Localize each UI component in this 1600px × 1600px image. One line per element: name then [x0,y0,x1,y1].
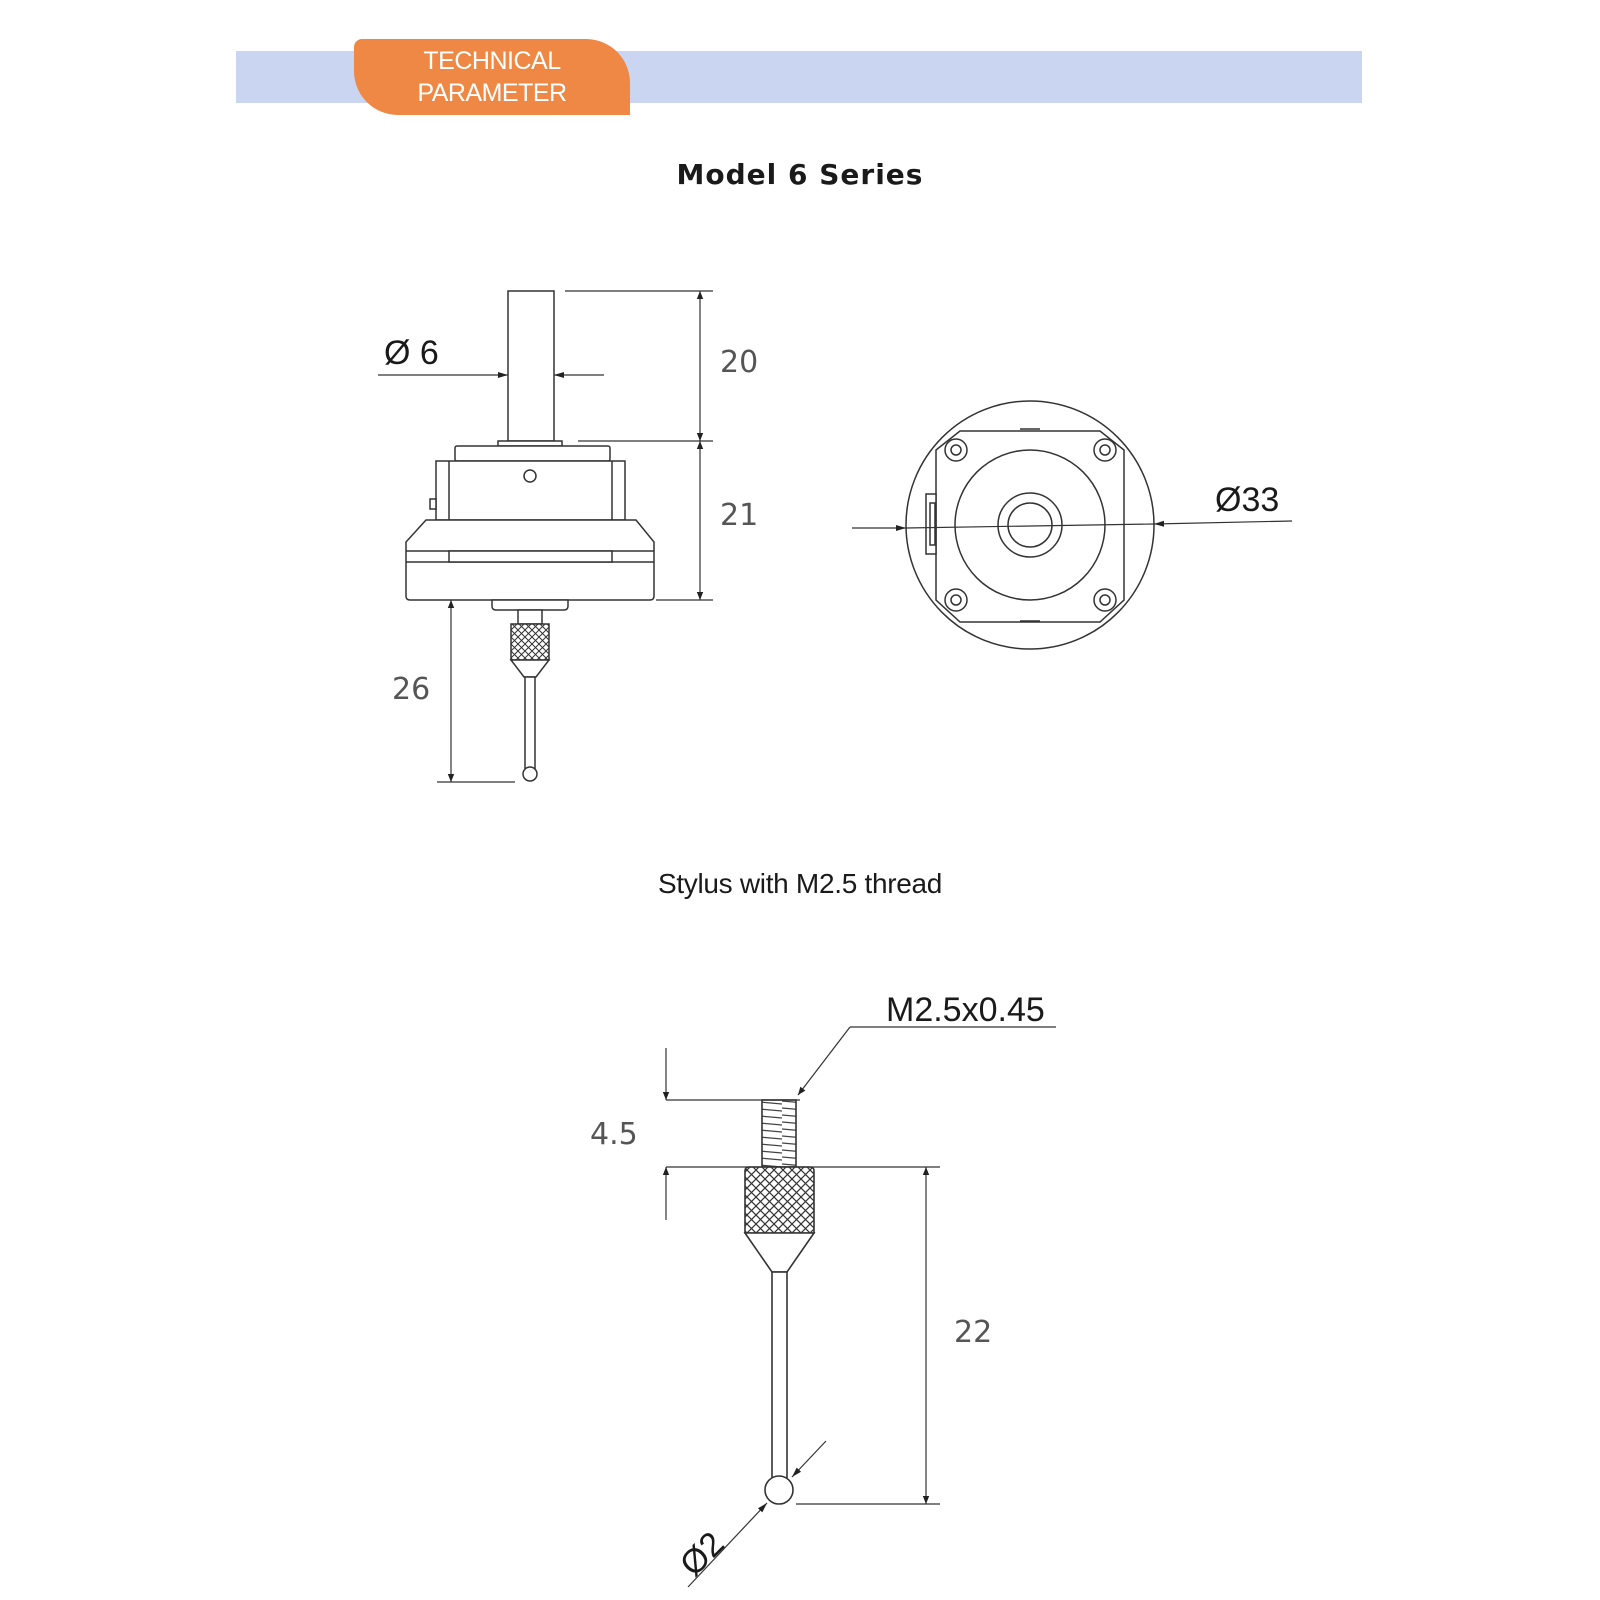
dim-body-diameter: Ø33 [1215,481,1280,519]
probe-stylus-knurl [511,624,549,660]
banner-line-2: PARAMETER [417,79,567,107]
stylus-title: Stylus with M2.5 thread [657,868,943,899]
dim-probe-stylus-length: 26 [392,672,431,707]
dim-thread-length: 4.5 [590,1117,638,1152]
probe-shank [508,291,554,441]
probe-stylus-ball [523,767,537,781]
stylus-shaft [772,1272,787,1485]
dim-thread-spec: M2.5x0.45 [886,991,1045,1029]
banner-line-1: TECHNICAL [423,47,561,75]
model-title: Model 6 Series [676,158,924,191]
stylus-thread [762,1100,796,1167]
dim-shank-length: 20 [720,345,759,380]
stylus-ball [765,1476,793,1504]
stylus-detail [745,1100,814,1504]
dim-shank-diameter: Ø 6 [384,334,439,372]
dim-body-height: 21 [720,498,759,533]
dim-stylus-length: 22 [954,1315,993,1350]
probe-stylus [525,677,535,770]
probe-side-view [406,291,654,781]
dim-ball-diameter: Ø2 [672,1524,732,1584]
stylus-knurled-body [745,1167,814,1233]
probe-top-cap [455,446,610,461]
